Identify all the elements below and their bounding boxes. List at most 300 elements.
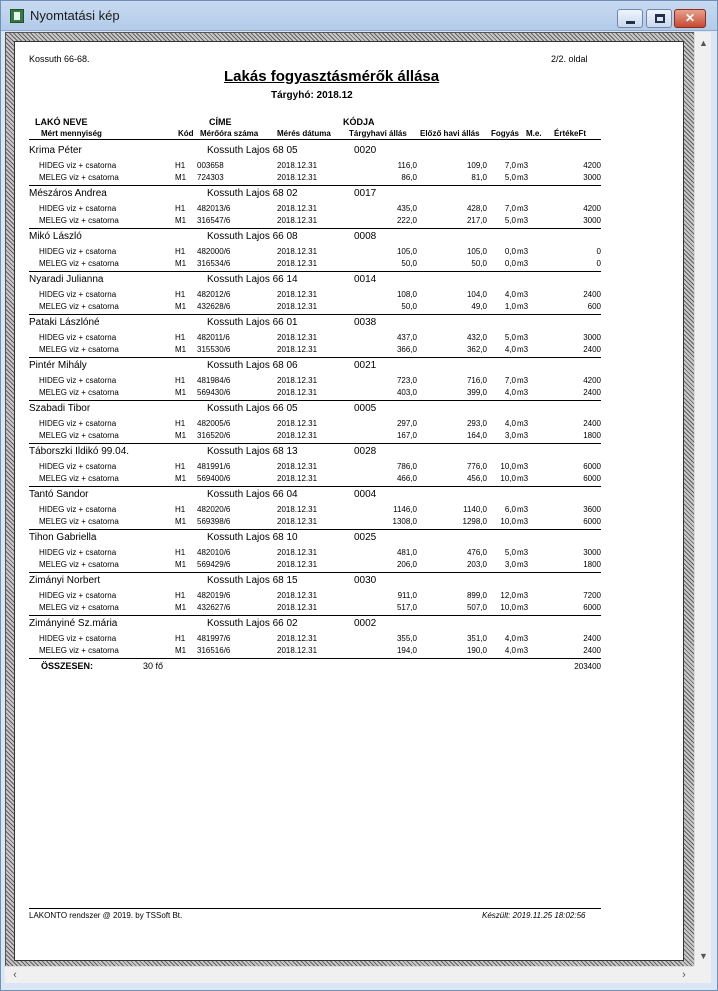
cell-date: 2018.12.31 bbox=[277, 634, 318, 643]
cell-type: HIDEG viz + csatorna bbox=[39, 333, 117, 342]
cell-meter: 482011/6 bbox=[197, 333, 230, 342]
cell-usage: 4,0 bbox=[504, 290, 516, 299]
cell-unit: m3 bbox=[517, 474, 529, 483]
maximize-button[interactable] bbox=[646, 9, 672, 28]
resident-code: 0028 bbox=[354, 446, 377, 457]
header-usage: Fogyás bbox=[491, 129, 520, 138]
cell-unit: m3 bbox=[517, 345, 529, 354]
cell-previous: 1140,0 bbox=[463, 505, 487, 514]
cell-current: 206,0 bbox=[396, 560, 417, 569]
cell-type: MELEG viz + csatorna bbox=[39, 216, 119, 225]
cell-previous: 104,0 bbox=[466, 290, 487, 299]
cell-meter: 315530/6 bbox=[197, 345, 231, 354]
resident-name: Tihon Gabriella bbox=[29, 532, 97, 543]
cell-unit: m3 bbox=[517, 333, 529, 342]
cell-previous: 507,0 bbox=[466, 603, 487, 612]
cell-type: HIDEG viz + csatorna bbox=[39, 548, 117, 557]
cell-unit: m3 bbox=[517, 548, 529, 557]
cell-value: 3000 bbox=[583, 548, 601, 557]
cell-type: HIDEG viz + csatorna bbox=[39, 247, 117, 256]
cell-value: 2400 bbox=[583, 290, 601, 299]
resident-address: Kossuth Lajos 68 10 bbox=[207, 532, 298, 543]
footer-rule bbox=[29, 908, 601, 909]
resident-code: 0030 bbox=[354, 575, 377, 586]
cell-usage: 4,0 bbox=[504, 345, 516, 354]
cell-value: 0 bbox=[596, 247, 601, 256]
cell-value: 3000 bbox=[583, 333, 601, 342]
cell-meter: 481991/6 bbox=[197, 462, 231, 471]
cell-value: 2400 bbox=[583, 345, 601, 354]
cell-previous: 293,0 bbox=[466, 419, 487, 428]
cell-value: 1800 bbox=[583, 431, 601, 440]
cell-kod: H1 bbox=[175, 548, 186, 557]
cell-usage: 3,0 bbox=[504, 560, 516, 569]
scrollbar-corner bbox=[694, 966, 711, 983]
resident-address: Kossuth Lajos 66 14 bbox=[207, 274, 298, 285]
cell-current: 723,0 bbox=[396, 376, 417, 385]
cell-previous: 428,0 bbox=[466, 204, 487, 213]
cell-previous: 109,0 bbox=[466, 161, 487, 170]
cell-date: 2018.12.31 bbox=[277, 161, 318, 170]
header-unit: M.e. bbox=[526, 129, 542, 138]
header-code: KÓDJA bbox=[343, 117, 375, 127]
report-location: Kossuth 66-68. bbox=[29, 54, 90, 64]
resident-code: 0020 bbox=[354, 145, 377, 156]
page-number: 2/2. oldal bbox=[551, 54, 588, 64]
resident-name: Mikó László bbox=[29, 231, 82, 242]
cell-usage: 7,0 bbox=[504, 204, 516, 213]
resident-divider bbox=[29, 658, 601, 659]
cell-previous: 105,0 bbox=[466, 247, 487, 256]
cell-meter: 481997/6 bbox=[197, 634, 231, 643]
resident-address: Kossuth Lajos 68 06 bbox=[207, 360, 298, 371]
cell-previous: 432,0 bbox=[466, 333, 487, 342]
cell-unit: m3 bbox=[517, 462, 529, 471]
resident-name: Szabadi Tibor bbox=[29, 403, 91, 414]
cell-date: 2018.12.31 bbox=[277, 603, 318, 612]
cell-meter: 003658 bbox=[197, 161, 224, 170]
cell-date: 2018.12.31 bbox=[277, 474, 318, 483]
cell-value: 6000 bbox=[583, 474, 601, 483]
cell-kod: H1 bbox=[175, 634, 186, 643]
resident-code: 0025 bbox=[354, 532, 377, 543]
cell-value: 3000 bbox=[583, 173, 601, 182]
cell-meter: 316547/6 bbox=[197, 216, 231, 225]
cell-type: HIDEG viz + csatorna bbox=[39, 290, 117, 299]
resident-address: Kossuth Lajos 68 02 bbox=[207, 188, 298, 199]
cell-current: 50,0 bbox=[401, 259, 417, 268]
cell-unit: m3 bbox=[517, 431, 529, 440]
cell-date: 2018.12.31 bbox=[277, 333, 318, 342]
cell-type: MELEG viz + csatorna bbox=[39, 474, 119, 483]
cell-current: 355,0 bbox=[396, 634, 417, 643]
cell-meter: 316516/6 bbox=[197, 646, 231, 655]
cell-unit: m3 bbox=[517, 216, 529, 225]
header-address: CÍME bbox=[209, 117, 232, 127]
cell-unit: m3 bbox=[517, 603, 529, 612]
cell-previous: 351,0 bbox=[466, 634, 487, 643]
app-icon bbox=[10, 9, 24, 23]
cell-previous: 190,0 bbox=[466, 646, 487, 655]
cell-current: 403,0 bbox=[396, 388, 417, 397]
cell-meter: 482019/6 bbox=[197, 591, 231, 600]
cell-usage: 3,0 bbox=[504, 431, 516, 440]
header-value: ÉrtékeFt bbox=[554, 129, 587, 138]
resident-name: Mészáros Andrea bbox=[29, 188, 107, 199]
cell-kod: M1 bbox=[175, 216, 187, 225]
cell-unit: m3 bbox=[517, 560, 529, 569]
cell-date: 2018.12.31 bbox=[277, 216, 318, 225]
cell-value: 2400 bbox=[583, 388, 601, 397]
cell-usage: 7,0 bbox=[504, 376, 516, 385]
cell-meter: 724303 bbox=[197, 173, 224, 182]
close-button[interactable] bbox=[674, 9, 706, 28]
cell-type: HIDEG viz + csatorna bbox=[39, 505, 117, 514]
cell-usage: 6,0 bbox=[504, 505, 516, 514]
header-meter-no: Mérőóra száma bbox=[200, 129, 259, 138]
cell-type: MELEG viz + csatorna bbox=[39, 517, 119, 526]
cell-date: 2018.12.31 bbox=[277, 646, 318, 655]
cell-type: MELEG viz + csatorna bbox=[39, 646, 119, 655]
cell-kod: M1 bbox=[175, 560, 187, 569]
footer-left: LAKONTO rendszer @ 2019. by TSSoft Bt. bbox=[29, 911, 183, 920]
cell-previous: 217,0 bbox=[466, 216, 487, 225]
cell-date: 2018.12.31 bbox=[277, 302, 318, 311]
resident-divider bbox=[29, 443, 601, 444]
cell-value: 6000 bbox=[583, 517, 601, 526]
cell-value: 6000 bbox=[583, 603, 601, 612]
cell-usage: 4,0 bbox=[504, 634, 516, 643]
total-value: 203400 bbox=[574, 662, 601, 671]
resident-address: Kossuth Lajos 66 01 bbox=[207, 317, 298, 328]
resident-code: 0004 bbox=[354, 489, 377, 500]
cell-unit: m3 bbox=[517, 290, 529, 299]
resident-name: Pintér Mihály bbox=[29, 360, 87, 371]
cell-kod: H1 bbox=[175, 161, 186, 170]
cell-kod: M1 bbox=[175, 345, 187, 354]
cell-kod: M1 bbox=[175, 431, 187, 440]
cell-previous: 203,0 bbox=[466, 560, 487, 569]
cell-usage: 4,0 bbox=[504, 419, 516, 428]
cell-kod: H1 bbox=[175, 419, 186, 428]
cell-kod: M1 bbox=[175, 603, 187, 612]
cell-kod: H1 bbox=[175, 333, 186, 342]
cell-usage: 5,0 bbox=[504, 548, 516, 557]
resident-divider bbox=[29, 572, 601, 573]
window-title: Nyomtatási kép bbox=[30, 8, 120, 23]
cell-value: 0 bbox=[596, 259, 601, 268]
cell-type: MELEG viz + csatorna bbox=[39, 259, 119, 268]
cell-date: 2018.12.31 bbox=[277, 548, 318, 557]
cell-usage: 12,0 bbox=[500, 591, 516, 600]
cell-unit: m3 bbox=[517, 247, 529, 256]
resident-divider bbox=[29, 529, 601, 530]
cell-unit: m3 bbox=[517, 388, 529, 397]
resident-name: Nyaradi Julianna bbox=[29, 274, 104, 285]
cell-value: 4200 bbox=[583, 204, 601, 213]
cell-type: HIDEG viz + csatorna bbox=[39, 419, 117, 428]
cell-current: 437,0 bbox=[396, 333, 417, 342]
cell-value: 7200 bbox=[583, 591, 601, 600]
cell-current: 105,0 bbox=[396, 247, 417, 256]
cell-previous: 362,0 bbox=[466, 345, 487, 354]
cell-kod: H1 bbox=[175, 462, 186, 471]
cell-previous: 899,0 bbox=[466, 591, 487, 600]
cell-meter: 432627/6 bbox=[197, 603, 231, 612]
cell-meter: 482020/6 bbox=[197, 505, 231, 514]
cell-type: HIDEG viz + csatorna bbox=[39, 462, 117, 471]
cell-value: 600 bbox=[587, 302, 601, 311]
resident-address: Kossuth Lajos 68 15 bbox=[207, 575, 298, 586]
cell-value: 6000 bbox=[583, 462, 601, 471]
cell-current: 1146,0 bbox=[393, 505, 417, 514]
cell-date: 2018.12.31 bbox=[277, 419, 318, 428]
resident-address: Kossuth Lajos 66 02 bbox=[207, 618, 298, 629]
cell-current: 50,0 bbox=[401, 302, 417, 311]
resident-address: Kossuth Lajos 66 04 bbox=[207, 489, 298, 500]
cell-date: 2018.12.31 bbox=[277, 388, 318, 397]
report-subtitle: Tárgyhó: 2018.12 bbox=[271, 90, 353, 101]
cell-kod: H1 bbox=[175, 247, 186, 256]
cell-date: 2018.12.31 bbox=[277, 462, 318, 471]
cell-type: HIDEG viz + csatorna bbox=[39, 204, 117, 213]
cell-previous: 164,0 bbox=[466, 431, 487, 440]
cell-previous: 49,0 bbox=[471, 302, 487, 311]
minimize-icon bbox=[626, 21, 635, 24]
cell-usage: 5,0 bbox=[504, 173, 516, 182]
cell-usage: 4,0 bbox=[504, 388, 516, 397]
cell-value: 2400 bbox=[583, 419, 601, 428]
cell-meter: 482010/6 bbox=[197, 548, 231, 557]
cell-kod: H1 bbox=[175, 290, 186, 299]
resident-address: Kossuth Lajos 66 05 bbox=[207, 403, 298, 414]
cell-unit: m3 bbox=[517, 646, 529, 655]
cell-kod: M1 bbox=[175, 173, 187, 182]
cell-value: 4200 bbox=[583, 161, 601, 170]
cell-previous: 50,0 bbox=[471, 259, 487, 268]
cell-unit: m3 bbox=[517, 161, 529, 170]
resident-name: Tantó Sandor bbox=[29, 489, 89, 500]
cell-current: 911,0 bbox=[397, 591, 417, 600]
cell-kod: H1 bbox=[175, 591, 186, 600]
cell-previous: 1298,0 bbox=[462, 517, 487, 526]
vertical-scrollbar[interactable] bbox=[694, 32, 711, 969]
cell-previous: 81,0 bbox=[471, 173, 487, 182]
cell-unit: m3 bbox=[517, 376, 529, 385]
cell-kod: M1 bbox=[175, 302, 187, 311]
cell-date: 2018.12.31 bbox=[277, 591, 318, 600]
resident-divider bbox=[29, 228, 601, 229]
cell-date: 2018.12.31 bbox=[277, 517, 318, 526]
cell-meter: 481984/6 bbox=[197, 376, 231, 385]
cell-current: 366,0 bbox=[396, 345, 417, 354]
cell-type: HIDEG viz + csatorna bbox=[39, 376, 117, 385]
cell-previous: 476,0 bbox=[466, 548, 487, 557]
cell-current: 116,0 bbox=[397, 161, 417, 170]
cell-unit: m3 bbox=[517, 591, 529, 600]
cell-type: MELEG viz + csatorna bbox=[39, 560, 119, 569]
resident-code: 0021 bbox=[354, 360, 377, 371]
cell-current: 194,0 bbox=[396, 646, 417, 655]
cell-date: 2018.12.31 bbox=[277, 259, 318, 268]
cell-usage: 4,0 bbox=[504, 646, 516, 655]
cell-type: HIDEG viz + csatorna bbox=[39, 161, 117, 170]
cell-current: 167,0 bbox=[396, 431, 417, 440]
cell-type: MELEG viz + csatorna bbox=[39, 345, 119, 354]
resident-name: Táborszki Ildikó 99.04. bbox=[29, 446, 130, 457]
total-label: ÖSSZESEN: bbox=[41, 661, 94, 671]
cell-unit: m3 bbox=[517, 505, 529, 514]
cell-kod: M1 bbox=[175, 517, 187, 526]
resident-name: Zimányi Norbert bbox=[29, 575, 101, 586]
cell-value: 2400 bbox=[583, 646, 601, 655]
cell-current: 1308,0 bbox=[392, 517, 417, 526]
cell-kod: H1 bbox=[175, 204, 186, 213]
cell-current: 86,0 bbox=[401, 173, 417, 182]
cell-current: 108,0 bbox=[396, 290, 417, 299]
cell-date: 2018.12.31 bbox=[277, 204, 318, 213]
resident-code: 0005 bbox=[354, 403, 377, 414]
cell-meter: 482012/6 bbox=[197, 290, 231, 299]
cell-usage: 0,0 bbox=[504, 247, 516, 256]
cell-value: 2400 bbox=[583, 634, 601, 643]
cell-usage: 5,0 bbox=[504, 333, 516, 342]
cell-meter: 569429/6 bbox=[197, 560, 231, 569]
cell-kod: H1 bbox=[175, 376, 186, 385]
scroll-up-icon[interactable]: ▲ bbox=[699, 38, 708, 48]
cell-meter: 482013/6 bbox=[197, 204, 231, 213]
resident-code: 0014 bbox=[354, 274, 377, 285]
resident-address: Kossuth Lajos 68 05 bbox=[207, 145, 298, 156]
cell-date: 2018.12.31 bbox=[277, 560, 318, 569]
resident-divider bbox=[29, 615, 601, 616]
header-current: Tárgyhavi állás bbox=[349, 129, 407, 138]
preview-area[interactable] bbox=[5, 32, 711, 969]
minimize-button[interactable] bbox=[617, 9, 643, 28]
cell-type: MELEG viz + csatorna bbox=[39, 173, 119, 182]
cell-kod: M1 bbox=[175, 474, 187, 483]
title-bar[interactable] bbox=[1, 1, 717, 31]
cell-current: 435,0 bbox=[396, 204, 417, 213]
cell-unit: m3 bbox=[517, 204, 529, 213]
cell-meter: 569400/6 bbox=[197, 474, 231, 483]
cell-date: 2018.12.31 bbox=[277, 247, 318, 256]
resident-address: Kossuth Lajos 66 08 bbox=[207, 231, 298, 242]
cell-type: MELEG viz + csatorna bbox=[39, 431, 119, 440]
cell-date: 2018.12.31 bbox=[277, 173, 318, 182]
resident-code: 0008 bbox=[354, 231, 377, 242]
cell-meter: 432628/6 bbox=[197, 302, 231, 311]
resident-divider bbox=[29, 400, 601, 401]
cell-meter: 482000/6 bbox=[197, 247, 231, 256]
cell-previous: 776,0 bbox=[466, 462, 487, 471]
cell-previous: 399,0 bbox=[466, 388, 487, 397]
cell-current: 517,0 bbox=[396, 603, 417, 612]
cell-meter: 482005/6 bbox=[197, 419, 231, 428]
cell-unit: m3 bbox=[517, 634, 529, 643]
cell-usage: 10,0 bbox=[500, 462, 516, 471]
cell-unit: m3 bbox=[517, 173, 529, 182]
cell-current: 786,0 bbox=[396, 462, 417, 471]
header-date: Mérés dátuma bbox=[277, 129, 331, 138]
cell-usage: 10,0 bbox=[500, 517, 516, 526]
report-page bbox=[14, 41, 684, 961]
cell-usage: 10,0 bbox=[500, 474, 516, 483]
cell-value: 4200 bbox=[583, 376, 601, 385]
scroll-down-icon[interactable]: ▼ bbox=[699, 951, 708, 961]
report-title: Lakás fogyasztásmérők állása bbox=[224, 68, 440, 85]
cell-type: MELEG viz + csatorna bbox=[39, 302, 119, 311]
resident-address: Kossuth Lajos 68 13 bbox=[207, 446, 298, 457]
cell-value: 1800 bbox=[583, 560, 601, 569]
header-kod: Kód bbox=[178, 129, 194, 138]
cell-kod: M1 bbox=[175, 388, 187, 397]
cell-unit: m3 bbox=[517, 302, 529, 311]
cell-usage: 7,0 bbox=[504, 161, 516, 170]
cell-meter: 569430/6 bbox=[197, 388, 231, 397]
cell-date: 2018.12.31 bbox=[277, 376, 318, 385]
header-measured: Mért mennyiség bbox=[41, 129, 102, 138]
cell-unit: m3 bbox=[517, 517, 529, 526]
cell-date: 2018.12.31 bbox=[277, 345, 318, 354]
resident-divider bbox=[29, 486, 601, 487]
resident-code: 0038 bbox=[354, 317, 377, 328]
cell-value: 3000 bbox=[583, 216, 601, 225]
cell-value: 3600 bbox=[583, 505, 601, 514]
cell-current: 222,0 bbox=[396, 216, 417, 225]
header-previous: Előző havi állás bbox=[420, 129, 480, 138]
cell-date: 2018.12.31 bbox=[277, 431, 318, 440]
cell-kod: H1 bbox=[175, 505, 186, 514]
cell-unit: m3 bbox=[517, 259, 529, 268]
total-count: 30 fő bbox=[143, 661, 164, 671]
resident-divider bbox=[29, 314, 601, 315]
resident-divider bbox=[29, 185, 601, 186]
cell-usage: 0,0 bbox=[504, 259, 516, 268]
close-icon: ✕ bbox=[684, 11, 696, 25]
cell-type: MELEG viz + csatorna bbox=[39, 388, 119, 397]
cell-type: HIDEG viz + csatorna bbox=[39, 634, 117, 643]
header-resident: LAKÓ NEVE bbox=[35, 117, 88, 127]
resident-code: 0017 bbox=[354, 188, 377, 199]
cell-current: 466,0 bbox=[396, 474, 417, 483]
scroll-left-icon[interactable]: ‹ bbox=[13, 969, 17, 981]
cell-usage: 1,0 bbox=[504, 302, 516, 311]
cell-kod: M1 bbox=[175, 259, 187, 268]
cell-unit: m3 bbox=[517, 419, 529, 428]
cell-date: 2018.12.31 bbox=[277, 290, 318, 299]
cell-meter: 316534/6 bbox=[197, 259, 231, 268]
cell-meter: 316520/6 bbox=[197, 431, 231, 440]
footer-timestamp: Készült: 2019.11.25 18:02:56 bbox=[482, 911, 586, 920]
cell-previous: 456,0 bbox=[466, 474, 487, 483]
resident-divider bbox=[29, 357, 601, 358]
cell-current: 297,0 bbox=[396, 419, 417, 428]
maximize-icon bbox=[655, 14, 665, 23]
cell-current: 481,0 bbox=[396, 548, 417, 557]
cell-type: HIDEG viz + csatorna bbox=[39, 591, 117, 600]
cell-previous: 716,0 bbox=[466, 376, 487, 385]
resident-code: 0002 bbox=[354, 618, 377, 629]
resident-name: Krima Péter bbox=[29, 145, 82, 156]
scroll-right-icon[interactable]: › bbox=[682, 969, 686, 981]
header-rule bbox=[29, 139, 601, 140]
resident-name: Zimányiné Sz.mária bbox=[29, 618, 118, 629]
resident-divider bbox=[29, 271, 601, 272]
resident-name: Pataki Lászlóné bbox=[29, 317, 100, 328]
horizontal-scrollbar[interactable] bbox=[5, 966, 694, 983]
cell-meter: 569398/6 bbox=[197, 517, 231, 526]
